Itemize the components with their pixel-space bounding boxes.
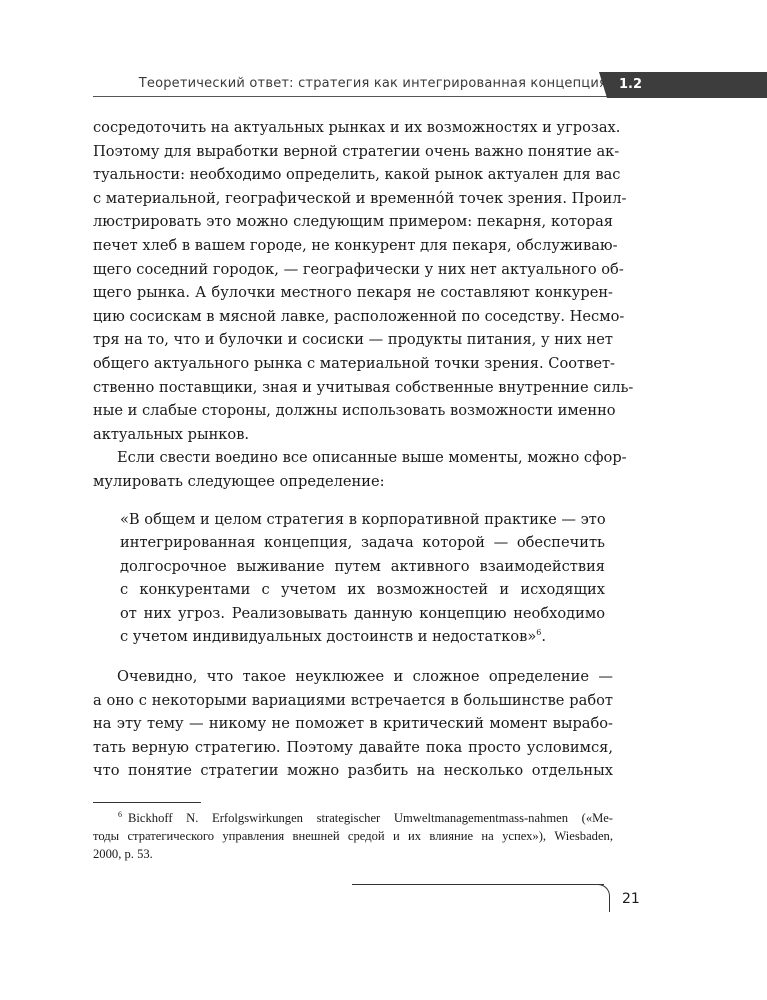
text-line: сосредоточить на актуальных рынках и их возможностях и угрозах. [93, 119, 621, 136]
body-text [93, 116, 634, 783]
text-line: общего актуального рынка с материальной точки зрения. Соответ- [93, 354, 615, 372]
running-header-title: Теоретический ответ: стратегия как интегрированная концепция [138, 76, 607, 91]
footnote-reference[interactable]: 6 [536, 628, 542, 638]
paragraph-3 [93, 665, 613, 783]
text-line: мулировать следующее определение: [93, 472, 385, 490]
paragraph-1 [93, 116, 634, 446]
text-line: на эту тему — никому не поможет в критический момент вырабо- [93, 715, 613, 733]
text-line: а оно с некоторыми вариациями встречается в большинстве работ [93, 691, 613, 709]
text-line: щего соседний городок, — географически у них нет актуального об- [93, 260, 624, 278]
text-line: Поэтому для выработки верной стратегии очень важно понятие ак- [93, 142, 620, 160]
footnote-line: 2000, p. 53. [93, 847, 153, 861]
text-line: туальности: необходимо определить, какой рынок актуален для вас [93, 166, 621, 184]
footnote-line: тоды стратегического управления внешней средой и их влияние на успех»), Wiesbaden, [93, 829, 613, 843]
footnote-rule [93, 802, 201, 803]
text-line: Очевидно, что такое неуклюжее и сложное определение — [117, 668, 613, 686]
text-line: актуальных рынков. [93, 425, 250, 443]
running-header [93, 72, 767, 98]
page-number: 21 [622, 891, 640, 907]
footnote-line [93, 809, 613, 827]
text-line: что понятие стратегии можно разбить на несколько отдельных [93, 762, 613, 780]
quote-line-text: с учетом индивидуальных достоинств и недостатков» [120, 628, 537, 646]
footnote [93, 809, 613, 863]
definition-quote [120, 508, 613, 650]
text-line: Если свести воедино все описанные выше моменты, можно сфор- [117, 449, 627, 467]
footer-rule [352, 884, 604, 885]
text-line: тря на то, что и булочки и сосиски — продукты питания, у них нет [93, 331, 613, 349]
quote-line: от них угроз. Реализовывать данную концепцию необходимо [120, 604, 605, 622]
quote-line: с конкурентами с учетом их возможностей и исходящих [120, 581, 605, 599]
header-rule [93, 96, 607, 97]
paragraph-2 [93, 446, 627, 493]
footnote-number: 6 [118, 809, 122, 819]
text-line: щего рынка. А булочки местного пекаря не составляют конкурен- [93, 284, 613, 302]
quote-line: долгосрочное выживание путем активного взаимодействия [120, 557, 605, 575]
text-line: цию сосискам в мясной лавке, расположенной по соседству. Несмо- [93, 307, 625, 325]
text-line: печет хлеб в вашем городе, не конкурент для пекаря, обслуживаю- [93, 236, 618, 254]
footnote-text: Bickhoff N. Erfolgswirkungen strategischer Umweltmanagementmass-nahmen («Ме- [128, 811, 613, 825]
section-number: 1.2 [619, 77, 643, 92]
quote-line: интегрированная концепция, задача которой — обеспечить [120, 534, 605, 552]
text-line: тать верную стратегию. Поэтому давайте пока просто условимся, [93, 738, 613, 756]
section-tab [607, 72, 767, 98]
quote-line: с учетом индивидуальных достоинств и недостатков»$^6$. [120, 628, 547, 646]
text-line: ные и слабые стороны, должны использовать возможности именно [93, 402, 616, 420]
quote-line: «В общем и целом стратегия в корпоративной практике — это [120, 510, 606, 528]
text-line: с материальной, географической и временнóй точек зрения. Проил- [93, 189, 627, 207]
footer-rule-curve [596, 884, 610, 912]
section-tab-notch [599, 72, 607, 98]
text-line: люстрировать это можно следующим примером: пекарня, которая [93, 213, 613, 231]
text-line: ственно поставщики, зная и учитывая собственные внутренние силь- [93, 378, 634, 396]
